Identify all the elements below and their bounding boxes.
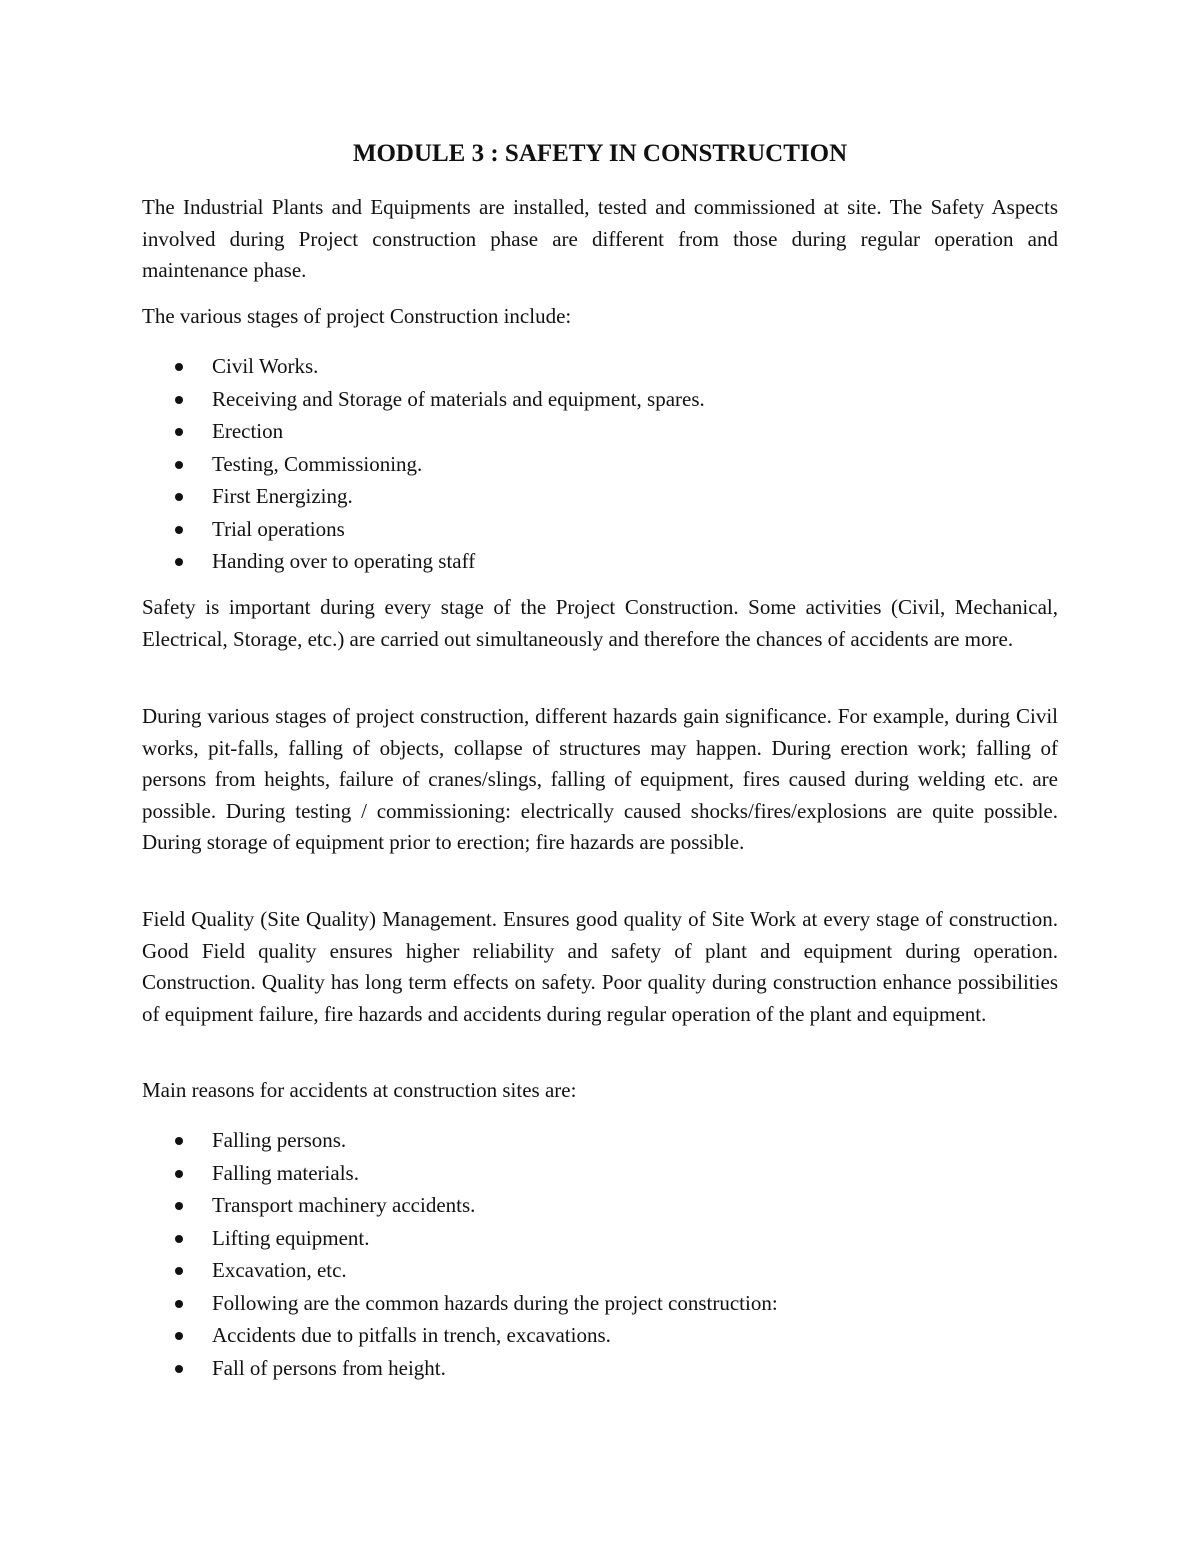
list-item: Erection — [142, 415, 705, 448]
list-item: Transport machinery accidents. — [142, 1189, 778, 1222]
reasons-intro: Main reasons for accidents at construction sites are: — [142, 1078, 577, 1102]
safety-paragraph: Safety is important during every stage of the Project Construction. Some activities (Civil, Mechanical, Electrical, Storage, etc.) are carried out simultaneously and therefore the chances of accidents are more. — [142, 595, 1058, 651]
stages-intro: The various stages of project Construction include: — [142, 304, 572, 328]
list-item: Fall of persons from height. — [142, 1352, 778, 1385]
hazards-paragraph: During various stages of project construction, different hazards gain significance. For example, during Civil works, pit-falls, falling of objects, collapse of structures may happen. During erection work; falling of persons from heights, failure of cranes/slings, falling of equipment, fires caused during welding etc. are possible. During testing / commissioning: electrically caused shocks/fires/explosions are quite possible. During storage of equipment prior to erection; fire hazards are possible. — [142, 704, 1058, 854]
list-item: Accidents due to pitfalls in trench, excavations. — [142, 1319, 778, 1352]
list-item: Falling materials. — [142, 1157, 778, 1190]
list-item: Trial operations — [142, 513, 705, 546]
list-item: Falling persons. — [142, 1124, 778, 1157]
intro-paragraph: The Industrial Plants and Equipments are installed, tested and commissioned at site. The Safety Aspects involved during Project construction phase are different from those during regular operation and maintenance phase. — [142, 195, 1058, 282]
quality-paragraph: Field Quality (Site Quality) Management. Ensures good quality of Site Work at every stage of construction. Good Field quality ensures higher reliability and safety of plant and equipment during operation. Construction. Quality has long term effects on safety. Poor quality during construction enhance possibilities of equipment failure, fire hazards and accidents during regular operation of the plant and equipment. — [142, 907, 1058, 1026]
list-item: Following are the common hazards during the project construction: — [142, 1287, 778, 1320]
stages-list — [142, 350, 705, 578]
reasons-list — [142, 1124, 778, 1384]
page-title: MODULE 3 : SAFETY IN CONSTRUCTION — [352, 140, 848, 167]
list-item: Handing over to operating staff — [142, 545, 705, 578]
list-item: Civil Works. — [142, 350, 705, 383]
list-item: Lifting equipment. — [142, 1222, 778, 1255]
list-item: Receiving and Storage of materials and equipment, spares. — [142, 383, 705, 416]
list-item: First Energizing. — [142, 480, 705, 513]
list-item: Excavation, etc. — [142, 1254, 778, 1287]
list-item: Testing, Commissioning. — [142, 448, 705, 481]
